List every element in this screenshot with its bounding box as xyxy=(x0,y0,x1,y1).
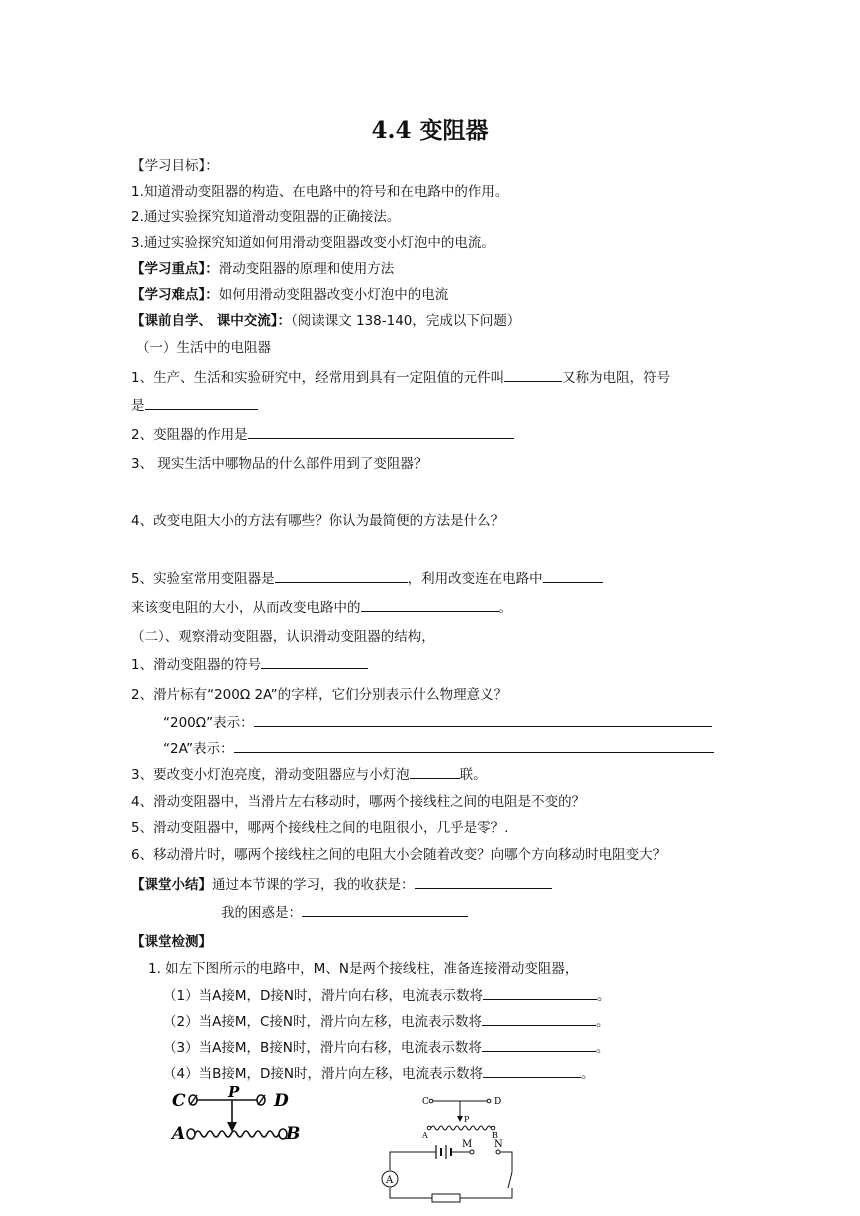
period: 。 xyxy=(596,988,611,1004)
page-title: 4.4 变阻器 xyxy=(371,117,489,144)
part2-q1 xyxy=(131,656,368,674)
part2-q5: 5、滑动变阻器中，哪两个接线柱之间的电阻很小，几乎是零？. xyxy=(131,820,509,836)
test-item-4 xyxy=(163,1065,595,1083)
p2q3-text-a: 3、要改变小灯泡亮度，滑动变阻器应与小灯泡 xyxy=(131,767,410,783)
goal-3: 3.通过实验探究知道如何用滑动变阻器改变小灯泡中的电流。 xyxy=(131,235,495,251)
q1-text-b: 又称为电阻，符号 xyxy=(562,370,671,386)
difficulty-text: 如何用滑动变阻器改变小灯泡中的电流 xyxy=(218,287,449,303)
q5-text-d: 。 xyxy=(498,600,512,616)
test-item-1-text: （1）当A接M，D接N时，滑片向右移，电流表示数将 xyxy=(163,988,483,1004)
blank-12[interactable] xyxy=(302,904,468,917)
p2q1-text: 1、滑动变阻器的符号 xyxy=(131,657,262,673)
p2q2b-text: “2A”表示： xyxy=(163,741,234,757)
part1-q3: 3、 现实生活中哪物品的什么部件用到了变阻器？ xyxy=(131,456,428,472)
test-item-2-text: （2）当A接M，C接N时，滑片向左移，电流表示数将 xyxy=(163,1014,482,1030)
blank-4[interactable] xyxy=(275,570,408,583)
blank-7[interactable] xyxy=(261,656,368,669)
blank-1[interactable] xyxy=(504,369,562,382)
fig-right-label-a: A xyxy=(422,1131,428,1140)
goals-label: 【学习目标】： xyxy=(131,158,219,174)
blank-15[interactable] xyxy=(482,1039,596,1052)
part2-q2b xyxy=(163,740,714,758)
rheostat-figure xyxy=(166,1084,306,1172)
blank-9[interactable] xyxy=(234,740,714,753)
period: 。 xyxy=(581,1066,595,1082)
q5-text-a: 5、实验室常用变阻器是 xyxy=(131,571,275,587)
fig-right-label-c: C xyxy=(422,1097,429,1107)
focus-label: 【学习重点】： xyxy=(131,261,219,277)
focus-text: 滑动变阻器的原理和使用方法 xyxy=(218,261,395,277)
fig-right-label-meter: A xyxy=(386,1175,394,1186)
goal-1: 1.知道滑动变阻器的构造、在电路中的符号和在电路中的作用。 xyxy=(131,184,509,200)
part2-q6: 6、移动滑片时，哪两个接线柱之间的电阻大小会随着改变？向哪个方向移动时电阻变大？ xyxy=(131,847,667,863)
test-item-2 xyxy=(163,1013,610,1031)
summary-line-2 xyxy=(221,904,468,922)
blank-6[interactable] xyxy=(361,599,499,612)
preview-text: （阅读课文 138-140，完成以下问题） xyxy=(290,313,521,329)
test-item-3 xyxy=(163,1039,609,1057)
part2-q4: 4、滑动变阻器中，当滑片左右移动时，哪两个接线柱之间的电阻是不变的？ xyxy=(131,794,586,810)
p2q2a-text: “200Ω”表示： xyxy=(163,715,254,731)
part1-heading: （一）生活中的电阻器 xyxy=(136,340,271,356)
preview-label: 【课前自学、 课中交流】： xyxy=(131,313,291,329)
goal-2: 2.通过实验探究知道滑动变阻器的正确接法。 xyxy=(131,209,401,225)
part2-heading: （二）、观察滑动变阻器，认识滑动变阻器的结构， xyxy=(131,629,435,645)
fig-left-label-d: D xyxy=(274,1091,289,1111)
test-item-1 xyxy=(163,987,610,1005)
blank-14[interactable] xyxy=(482,1013,596,1026)
fig-right-label-n: N xyxy=(494,1139,503,1150)
part1-q1 xyxy=(131,369,670,387)
blank-8[interactable] xyxy=(254,714,712,727)
q1-text-c: 是 xyxy=(131,398,145,414)
q2-text: 2、变阻器的作用是 xyxy=(131,427,248,443)
period: 。 xyxy=(596,1014,610,1030)
resistor-icon xyxy=(432,1194,460,1202)
fig-left-label-p: P xyxy=(228,1084,240,1101)
difficulty-line xyxy=(131,286,448,304)
blank-3[interactable] xyxy=(248,426,514,439)
fig-left-label-b: B xyxy=(286,1124,301,1144)
period: 。 xyxy=(595,1040,610,1056)
q5-text-b: ，利用改变连在电路中 xyxy=(407,571,543,587)
part1-q4: 4、改变电阻大小的方法有哪些？你认为最简便的方法是什么？ xyxy=(131,513,505,529)
blank-10[interactable] xyxy=(410,766,460,779)
part2-q2a xyxy=(163,714,712,732)
terminal-a xyxy=(187,1129,195,1139)
summary-text-2: 我的困惑是： xyxy=(221,905,302,921)
focus-line xyxy=(131,260,394,278)
test-item-3-text: （3）当A接M，B接N时，滑片向右移，电流表示数将 xyxy=(163,1040,482,1056)
fig-right-label-p: P xyxy=(464,1115,470,1124)
part2-q2: 2、滑片标有“200Ω 2A”的字样，它们分别表示什么物理意义？ xyxy=(131,687,508,703)
part2-q3 xyxy=(131,766,487,784)
fig-left-label-a: A xyxy=(172,1124,186,1144)
part1-q2 xyxy=(131,426,514,444)
fig-right-label-b: B xyxy=(492,1131,498,1140)
blank-5[interactable] xyxy=(543,570,603,583)
part1-q1-cont xyxy=(131,397,258,415)
blank-16[interactable] xyxy=(483,1065,581,1078)
resistance-coil xyxy=(195,1131,279,1137)
summary-label: 【课堂小结】 xyxy=(131,877,212,893)
fig-right-label-m: M xyxy=(462,1139,473,1150)
summary-line-1 xyxy=(131,876,552,894)
test-item-4-text: （4）当B接M，D接N时，滑片向左移，电流表示数将 xyxy=(163,1066,483,1082)
summary-text-1: 通过本节课的学习，我的收获是： xyxy=(212,877,415,893)
preview-line xyxy=(131,312,520,330)
fig-left-label-c: C xyxy=(172,1091,186,1111)
part1-q5-cont xyxy=(131,599,512,617)
fig-right-label-d: D xyxy=(494,1097,502,1107)
blank-2[interactable] xyxy=(145,397,258,410)
circuit-figure xyxy=(374,1090,524,1208)
q1-text-a: 1、生产、生活和实验研究中，经常用到具有一定阻值的元件叫 xyxy=(131,370,505,386)
q5-text-c: 来该变电阻的大小，从而改变电路中的 xyxy=(131,600,361,616)
test-intro: 1. 如左下图所示的电路中，M、N是两个接线柱，准备连接滑动变阻器， xyxy=(148,961,579,977)
test-label: 【课堂检测】 xyxy=(131,934,212,950)
p2q3-text-b: 联。 xyxy=(459,767,487,783)
switch-icon xyxy=(508,1172,512,1188)
blank-13[interactable] xyxy=(483,987,597,1000)
difficulty-label: 【学习难点】： xyxy=(131,287,219,303)
blank-11[interactable] xyxy=(415,876,552,889)
part1-q5 xyxy=(131,570,603,588)
